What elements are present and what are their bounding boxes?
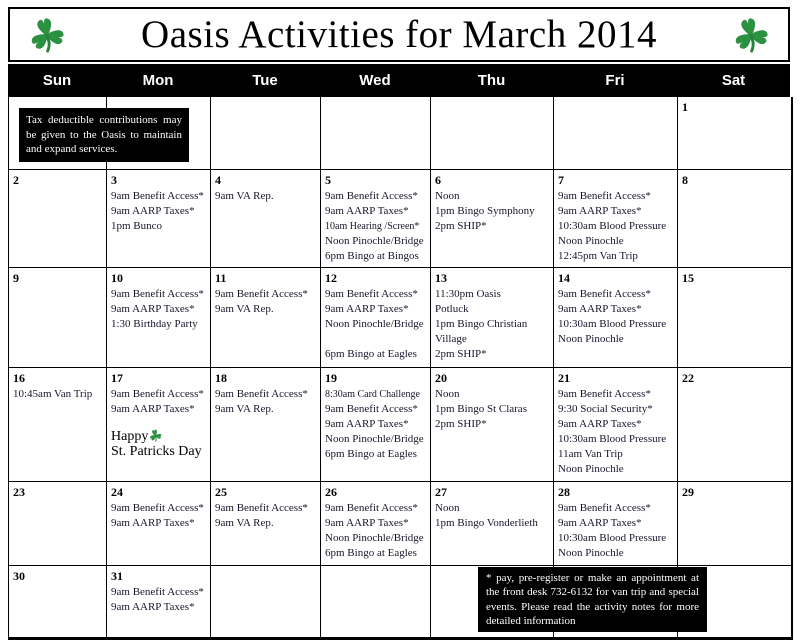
event: 9am VA Rep. <box>215 403 274 415</box>
event: 2pm SHIP* <box>435 348 487 360</box>
event: 9am Benefit Access* <box>215 502 308 514</box>
weekday-header-row <box>8 64 790 97</box>
date-number: 27 <box>435 485 447 499</box>
event: 9am Benefit Access* <box>111 288 204 300</box>
event: 9am Benefit Access* <box>215 288 308 300</box>
registration-footnote: * pay, pre-register or make an appointment at the front desk 732-6132 for van trip and special events. Please read the activity notes for more detailed information <box>478 567 707 632</box>
day-cell <box>321 368 431 482</box>
date-number: 31 <box>111 569 123 583</box>
weekday-mon: Mon <box>142 72 174 89</box>
day-cell <box>9 368 107 482</box>
event: 1:30 Birthday Party <box>111 318 198 330</box>
page-title: Oasis Activities for March 2014 <box>141 13 657 56</box>
event: 10:30am Blood Pressure <box>558 318 667 330</box>
day-cell <box>678 170 791 268</box>
event: Noon Pinochle/Bridge <box>325 433 424 445</box>
date-number: 13 <box>435 271 447 285</box>
st-patricks-greeting <box>111 428 208 459</box>
date-number: 18 <box>215 371 227 385</box>
event: Noon Pinochle <box>558 235 624 247</box>
event: 1pm Bunco <box>111 220 163 232</box>
weekday-thu: Thu <box>477 72 506 89</box>
day-cell <box>554 170 678 268</box>
day-cell <box>554 482 678 566</box>
date-number: 9 <box>13 271 19 285</box>
day-cell <box>107 170 211 268</box>
day-cell <box>554 368 678 482</box>
event: 10:30am Blood Pressure <box>558 220 667 232</box>
shamrock-icon <box>730 12 772 58</box>
event: 9am Benefit Access* <box>111 586 204 598</box>
event: 9am AARP Taxes* <box>111 601 195 613</box>
tax-deductible-note: Tax deductible contributions may be given to the Oasis to maintain and expand services. <box>19 108 189 162</box>
event: 9am AARP Taxes* <box>111 517 195 529</box>
date-number: 30 <box>13 569 25 583</box>
date-number: 23 <box>13 485 25 499</box>
event: 6pm Bingo at Eagles <box>325 547 417 559</box>
event: Noon Pinochle/Bridge <box>325 235 424 247</box>
shamrock-icon <box>148 428 163 443</box>
date-number: 25 <box>215 485 227 499</box>
event: 1pm Bingo Vonderlieth <box>435 517 538 529</box>
day-cell <box>107 268 211 368</box>
day-cell <box>431 170 554 268</box>
day-cell <box>431 97 554 170</box>
event: 9am Benefit Access* <box>325 190 418 202</box>
day-cell <box>9 482 107 566</box>
event: 6pm Bingo at Eagles <box>325 448 417 460</box>
happy-text: Happy <box>111 429 149 444</box>
day-cell <box>211 170 321 268</box>
event: 1pm Bingo Symphony <box>435 205 535 217</box>
event: 9am Benefit Access* <box>558 388 651 400</box>
day-cell <box>678 482 791 566</box>
event: 9am VA Rep. <box>215 303 274 315</box>
day-cell <box>9 566 107 637</box>
date-number: 2 <box>13 173 19 187</box>
event: 9am Benefit Access* <box>558 502 651 514</box>
event: 10:30am Blood Pressure <box>558 532 667 544</box>
event: 9am AARP Taxes* <box>111 403 195 415</box>
date-number: 24 <box>111 485 123 499</box>
date-number: 19 <box>325 371 337 385</box>
event: Noon Pinochle <box>558 463 624 475</box>
event: 11:30pm Oasis <box>435 288 501 300</box>
shamrock-icon <box>26 12 68 58</box>
date-number: 8 <box>682 173 688 187</box>
event: Village <box>435 333 467 345</box>
calendar-grid <box>8 97 793 640</box>
event: 10:45am Van Trip <box>13 388 93 400</box>
event: Noon <box>435 502 460 514</box>
date-number: 11 <box>215 271 227 285</box>
day-cell <box>107 482 211 566</box>
event: 9am AARP Taxes* <box>558 303 642 315</box>
weekday-sat: Sat <box>721 72 746 89</box>
event: 9am AARP Taxes* <box>111 303 195 315</box>
date-number: 3 <box>111 173 117 187</box>
weekday-tue: Tue <box>252 72 278 89</box>
day-cell <box>554 97 678 170</box>
day-cell <box>321 97 431 170</box>
event: 10:30am Blood Pressure <box>558 433 667 445</box>
day-cell <box>211 482 321 566</box>
weekday-sun: Sun <box>42 72 72 89</box>
title-bar <box>8 7 790 62</box>
event: 9am VA Rep. <box>215 190 274 202</box>
date-number: 29 <box>682 485 694 499</box>
day-cell <box>431 368 554 482</box>
date-number: 14 <box>558 271 570 285</box>
event: 10am Hearing /Screen* <box>325 221 420 232</box>
date-number: 28 <box>558 485 570 499</box>
event: 9am AARP Taxes* <box>325 517 409 529</box>
event: 8:30am Card Challenge <box>325 389 420 400</box>
event: 9am Benefit Access* <box>325 502 418 514</box>
weekday-fri: Fri <box>605 72 625 89</box>
event: 1pm Bingo St Claras <box>435 403 527 415</box>
day-cell <box>678 97 791 170</box>
event: 11am Van Trip <box>558 448 623 460</box>
event: 9am Benefit Access* <box>558 288 651 300</box>
date-number: 7 <box>558 173 564 187</box>
day-cell <box>211 566 321 637</box>
date-number: 4 <box>215 173 221 187</box>
date-number: 26 <box>325 485 337 499</box>
event: 9am Benefit Access* <box>111 388 204 400</box>
date-number: 12 <box>325 271 337 285</box>
weekday-wed: Wed <box>359 72 391 89</box>
day-cell <box>321 170 431 268</box>
day-cell <box>678 368 791 482</box>
event: 9am AARP Taxes* <box>558 418 642 430</box>
date-number: 6 <box>435 173 441 187</box>
event: Noon Pinochle <box>558 333 624 345</box>
event: 9am Benefit Access* <box>325 403 418 415</box>
date-number: 15 <box>682 271 694 285</box>
event: 9am AARP Taxes* <box>325 205 409 217</box>
event: 9am Benefit Access* <box>325 288 418 300</box>
date-number: 17 <box>111 371 123 385</box>
day-cell <box>107 566 211 637</box>
event: 2pm SHIP* <box>435 418 487 430</box>
event: 1pm Bingo Christian <box>435 318 528 330</box>
day-cell <box>321 268 431 368</box>
event: 9am AARP Taxes* <box>325 418 409 430</box>
event: Noon Pinochle/Bridge <box>325 532 424 544</box>
event: 9am AARP Taxes* <box>558 517 642 529</box>
event: 12:45pm Van Trip <box>558 250 638 262</box>
day-cell <box>321 482 431 566</box>
date-number: 20 <box>435 371 447 385</box>
day-cell <box>211 268 321 368</box>
date-number: 21 <box>558 371 570 385</box>
date-number: 16 <box>13 371 25 385</box>
date-number: 10 <box>111 271 123 285</box>
day-cell <box>107 368 211 482</box>
event: Noon <box>435 388 460 400</box>
event: 2pm SHIP* <box>435 220 487 232</box>
event: Noon Pinochle/Bridge <box>325 318 424 330</box>
date-number: 22 <box>682 371 694 385</box>
day-cell <box>431 268 554 368</box>
day-cell <box>9 268 107 368</box>
day-cell <box>431 482 554 566</box>
event: 9am Benefit Access* <box>558 190 651 202</box>
day-cell <box>211 368 321 482</box>
date-number: 1 <box>682 100 688 114</box>
event: 9am AARP Taxes* <box>325 303 409 315</box>
event: Potluck <box>435 303 469 315</box>
day-cell <box>9 170 107 268</box>
event: 6pm Bingo at Eagles <box>325 348 417 360</box>
event: 9am Benefit Access* <box>111 190 204 202</box>
event: 9am AARP Taxes* <box>558 205 642 217</box>
event: Noon <box>435 190 460 202</box>
event: 9am AARP Taxes* <box>111 205 195 217</box>
event: 6pm Bingo at Bingos <box>325 250 419 262</box>
day-cell <box>321 566 431 637</box>
event: Noon Pinochle <box>558 547 624 559</box>
day-cell <box>678 268 791 368</box>
event: 9am VA Rep. <box>215 517 274 529</box>
event: 9:30 Social Security* <box>558 403 653 415</box>
st-patricks-text: St. Patricks Day <box>111 444 202 459</box>
date-number: 5 <box>325 173 331 187</box>
day-cell <box>211 97 321 170</box>
event: 9am Benefit Access* <box>215 388 308 400</box>
event: 9am Benefit Access* <box>111 502 204 514</box>
day-cell <box>554 268 678 368</box>
